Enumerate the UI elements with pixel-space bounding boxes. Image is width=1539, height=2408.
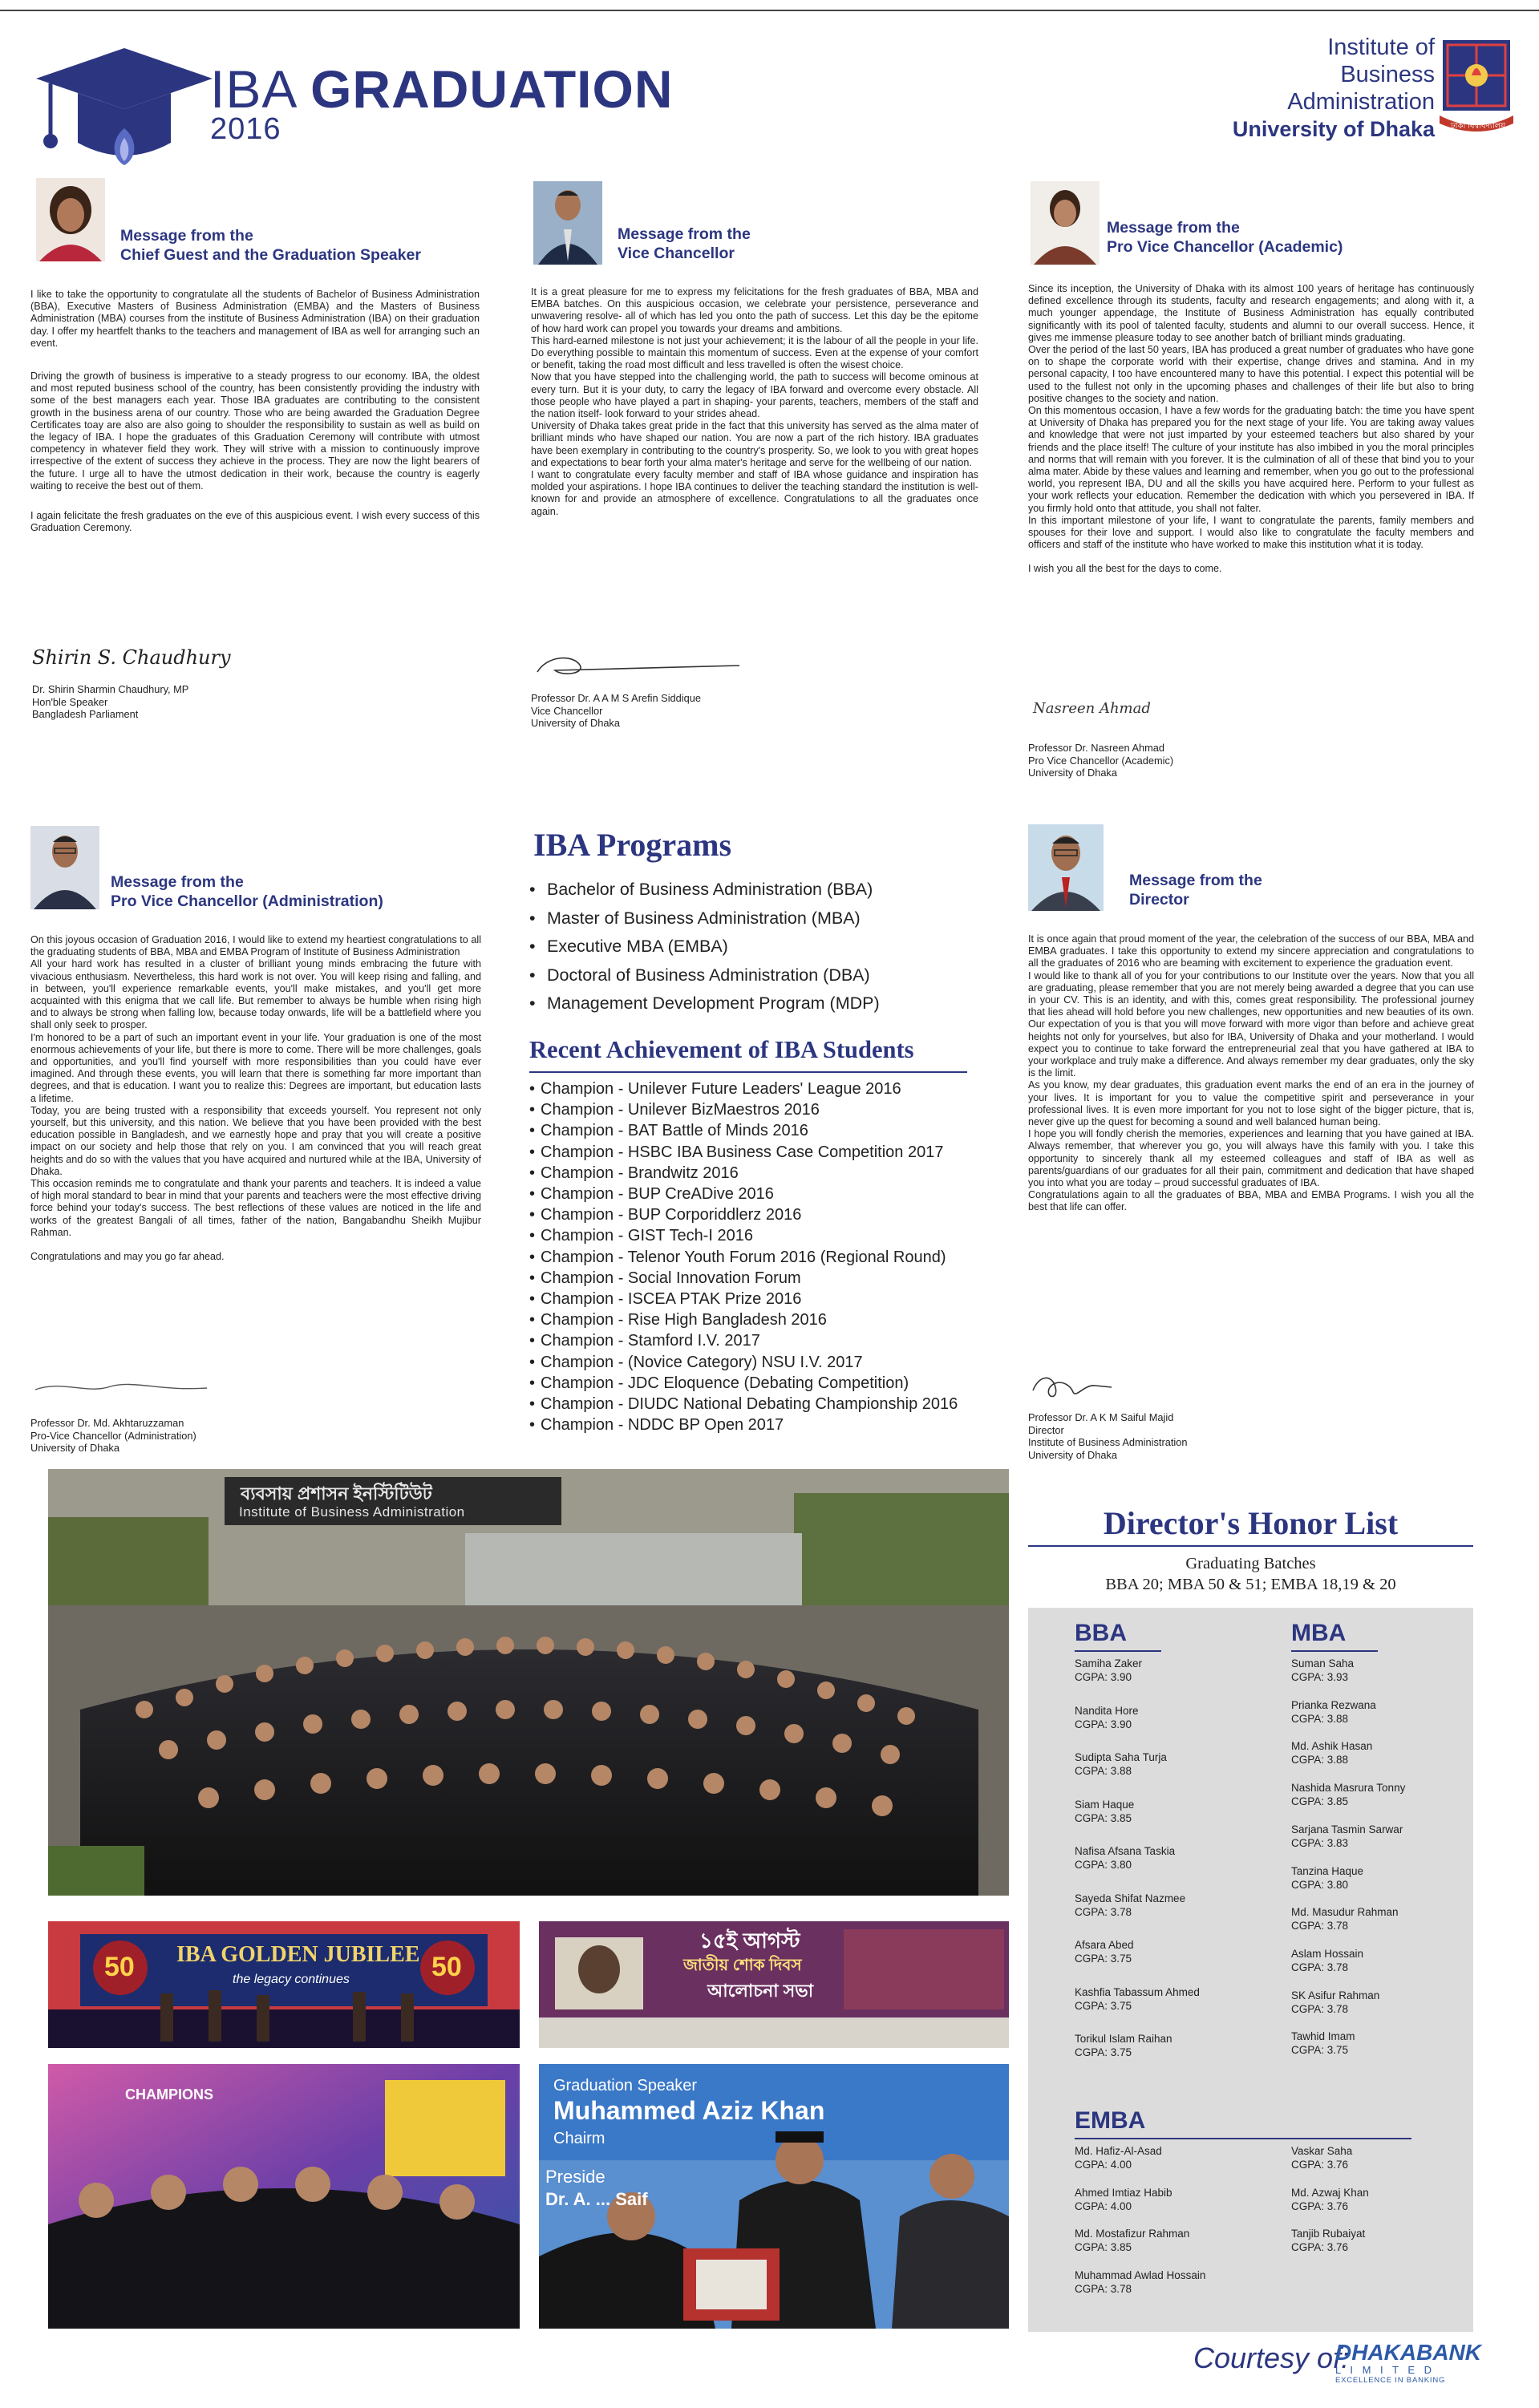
honor-list-heading: Director's Honor List — [1103, 1505, 1399, 1541]
honor-entry-name: Samiha Zaker — [1075, 1657, 1143, 1669]
honor-entry — [1291, 1657, 1354, 1684]
programs-heading: IBA Programs — [533, 827, 732, 863]
message-title-chief-guest: Message from the Chief Guest and the Graduation Speaker — [120, 227, 421, 264]
mourning-subheading-2: আলোচনা সভা — [707, 1981, 814, 2001]
honor-entry-name: Md. Mostafizur Rahman — [1075, 2228, 1190, 2240]
vice-chancellor-photo — [533, 181, 602, 265]
honor-entry-name: Prianka Rezwana — [1291, 1698, 1376, 1711]
list-item: • Champion - Social Innovation Forum — [529, 1268, 958, 1289]
honor-entry-name: Torikul Islam Raihan — [1075, 2033, 1172, 2045]
honor-entry — [1075, 2032, 1172, 2059]
honor-entry — [1075, 1798, 1134, 1825]
dhaka-bank-logo: DHAKABANK L I M I T E D EXCELLENCE IN BANKING — [1335, 2340, 1481, 2385]
list-item: • Management Development Program (MDP) — [529, 990, 880, 1018]
honor-entry-name: SK Asifur Rahman — [1291, 1989, 1380, 2001]
list-item: • Doctoral of Business Administration (DBA) — [529, 961, 880, 990]
honor-entry — [1291, 1947, 1363, 1974]
chief-guest-photo — [36, 178, 105, 261]
honor-entry — [1291, 1781, 1405, 1808]
emba-section-rule — [1075, 2138, 1411, 2139]
honor-entry-cgpa: CGPA: 3.78 — [1291, 1961, 1349, 1973]
honor-entry-cgpa: CGPA: 4.00 — [1075, 2159, 1132, 2171]
honor-entry-cgpa: CGPA: 3.75 — [1291, 2044, 1349, 2057]
honor-entry-cgpa: CGPA: 3.75 — [1075, 1999, 1132, 2012]
honor-entry — [1291, 1989, 1379, 2016]
programs-list — [529, 876, 880, 1018]
message-body-pro-vc-admin: On this joyous occasion of Graduation 2016, I would like to extend my heartiest congratulations to all the graduating students of BBA, MBA and EMBA Program of Institute of Business Administration All your hard work has resulted in a cluster of brilliant young minds embracing the future with vivacious enthusiasm. Nevertheless, this hard work is not over. You will keep rising and falling, and in between, you'll experience remarkable events, you'll make mistakes, and you'll get more acquainted with this enigma that we call life. But remember to always be humble when rising high and to always be strong when falling low, because today onwards, life will be a battlefield where you shall only seek to prosper. I'm honored to be a part of such an important event in your life. Your graduation is one of the most enormous achievements of your life, but there is more to come. There will be more challenges, goals and opportunities, and you'll find yourself with more responsibilities than you could have ever imagined. And through these events, you will learn that there is something far more important than degrees, and that is education. I want you to realize this: Degrees are important, but education lasts a lifetime. Today, you are being trusted with a responsibility that exceeds yourself. You represent not only yourself, but this university, and this nation. We believe that you have been provided with the best education possible in Bangladesh, and we earnestly hope and pray that you will create a positive impact on our society and help those that rely on you. I am convinced that you will reach great heights and do so with the values that you have acquired and nurtured while at the IBA, University of Dhaka. This occasion reminds me to congratulate and thank your parents and teachers. It is indeed a value of high moral standard to bear in mind that your parents and teachers were the most effective driving force behind your today's success. The best reflections of these values are noticed in the life and works of the greatest Bangali of all times, father of the nation, Bangabandhu Sheikh Mujibur Rahman. Congratulations and may you go far ahead. — [30, 934, 481, 1263]
honor-entry-cgpa: CGPA: 3.76 — [1291, 2241, 1349, 2254]
champions-label: CHAMPIONS — [125, 2086, 214, 2102]
list-item: • Champion - (Novice Category) NSU I.V. 2017 — [529, 1352, 958, 1373]
bba-section-rule — [1075, 1650, 1161, 1652]
mourning-day-photo — [539, 1921, 1009, 2048]
honor-entry-cgpa: CGPA: 3.88 — [1291, 1712, 1349, 1725]
honor-entry-cgpa: CGPA: 3.88 — [1075, 1765, 1132, 1777]
director-photo — [1028, 824, 1104, 911]
message-title-vice-chancellor: Message from the Vice Chancellor — [618, 225, 751, 262]
speaker-label: Graduation Speaker — [553, 2077, 698, 2094]
list-item: • Champion - Rise High Bangladesh 2016 — [529, 1309, 958, 1330]
honor-entry — [1291, 1905, 1399, 1932]
message-title-pro-vc-academic: Message from the Pro Vice Chancellor (Academic) — [1107, 219, 1343, 256]
achievements-list — [529, 1079, 958, 1435]
honor-entry-name: Tanjib Rubaiyat — [1291, 2228, 1366, 2240]
mba-section-rule — [1291, 1650, 1378, 1652]
director-signatory: Professor Dr. A K M Saiful Majid Director Institute of Business Administration University of Dhaka — [1028, 1411, 1188, 1461]
honor-entry-name: Tawhid Imam — [1291, 2030, 1355, 2043]
message-body-director: It is once again that proud moment of the year, the celebration of the success of our BBA, MBA and EMBA graduates. I take this opportunity to extend my sincere appreciation and congratulations to all the graduates of 2016 who are beaming with excitement to experience the graduation event. I would like to thank all of you for your contributions to our Institute over the years. Now that you all are graduating, please remember that you are not merely being awarded a degree that you can use in your CV. This is an identity, and with this, comes great responsibility. The professional journey that lies ahead will hold before you new challenges, new opportunities and new beauties of its own. Our expectation of you is that you will move forward with more vigor than before and achieve great heights not only for yourselves, but also for IBA, University of Dhaka and your motherland. I would expect you to continue to take forward the entrepreneurial zeal that you have gathered at IBA to your workplace and truly make a difference. And always remember my dear graduates, only the sky is the limit. As you know, my dear graduates, this graduation event marks the end of an era in the journey of your lives. It is important for you to value the competitive spirit and perseverance in your professional lives. It is even more important for you not to lose sight of the bigger picture, that is, never give up the quest for becoming a sound and well balanced human being. I hope you will fondly cherish the memories, experiences and learning that you have gained at IBA. Always remember, that wherever you go, you will always have this family with you. I take this opportunity to sincerely thank all my esteemed colleagues and staff of IBA as well as parents/guardians of our graduates for all their pain, commitment and dedication that have shaped you into what you are today – proud successful graduates of IBA. Congratulations again to all the graduates of BBA, MBA and EMBA Programs. I wish you all the best that life can offer. — [1028, 933, 1474, 1213]
honor-entry-cgpa: CGPA: 3.75 — [1075, 2046, 1132, 2058]
message-title-director: Message from the Director — [1129, 872, 1262, 909]
list-item: • Champion - Brandwitz 2016 — [529, 1163, 958, 1184]
list-item: • Champion - BAT Battle of Minds 2016 — [529, 1120, 958, 1141]
honor-entry-cgpa: CGPA: 3.85 — [1291, 1795, 1349, 1808]
honor-entry — [1291, 2030, 1355, 2057]
honor-entry-cgpa: CGPA: 3.78 — [1075, 2283, 1132, 2296]
honor-list-rule — [1028, 1545, 1473, 1547]
honor-entry-cgpa: CGPA: 3.78 — [1291, 2002, 1349, 2015]
message-body-chief-guest: I like to take the opportunity to congratulate all the students of Bachelor of Business Administration (BBA), Executive Masters of Business Administration (EMBA) and the Masters of Business Administration (MBA) courses from the institute of Business Administration (IBA) on their graduation day. I offer my heartfelt thanks to the teachers and management of IBA as well for arranging such an event. Driving the growth of business is imperative to a steady progress to our economy. IBA, the oldest and most reputed business school of the country, has been consistently providing the industry with some of the best managers each year. Those IBA graduates are contributing to the consistent growth in the business arena of our country. Those who are being awarded the Graduation Degree Certificates toay are also are also going to shoulder the responsibility to sustain as well as build on the legacy of IBA. I hope the graduates of this Graduation Ceremony will contribute with utmost competency in whatever field they work. They will strive with a mission to continuously improve irrespective of the extent of success they achieve in the process. They are now the light bearers of the future. I urge all to have the utmost dedication in their work, because the country is eagerly waiting to receive the best out of them. I again felicitate the fresh graduates on the eve of this auspicious event. I wish every success of this Graduation Ceremony. — [30, 289, 480, 534]
honor-entry-name: Nashida Masrura Tonny — [1291, 1782, 1406, 1795]
achievements-heading: Recent Achievement of IBA Students — [529, 1036, 914, 1063]
honor-entry-cgpa: CGPA: 3.80 — [1075, 1859, 1132, 1871]
honor-entry — [1075, 2186, 1172, 2213]
jubilee-number-right: 50 — [431, 1952, 462, 1982]
list-item: • Champion - BUP Corporiddlerz 2016 — [529, 1204, 958, 1225]
honor-entry-cgpa: CGPA: 3.90 — [1075, 1718, 1132, 1730]
honor-entry-cgpa: CGPA: 3.90 — [1075, 1671, 1132, 1683]
honor-list-batches: Graduating Batches BBA 20; MBA 50 & 51; EMBA 18,19 & 20 — [1105, 1555, 1396, 1593]
honor-entry — [1075, 2144, 1162, 2171]
champions-photo — [48, 2064, 520, 2329]
honor-entry — [1075, 1844, 1175, 1872]
honor-entry — [1291, 1739, 1372, 1767]
list-item: • Champion - NDDC BP Open 2017 — [529, 1414, 958, 1435]
honor-entry — [1291, 1823, 1403, 1850]
honor-entry-name: Md. Hafiz-Al-Asad — [1075, 2145, 1162, 2157]
message-title-pro-vc-admin: Message from the Pro Vice Chancellor (Administration) — [111, 873, 383, 910]
honor-entry-name: Sayeda Shifat Nazmee — [1075, 1892, 1186, 1904]
honor-entry — [1075, 2227, 1189, 2254]
chief-guest-signature: Shirin S. Chaudhury — [32, 646, 231, 669]
honor-entry — [1075, 1704, 1139, 1731]
list-item: • Bachelor of Business Administration (BBA) — [529, 876, 880, 905]
honor-entry-name: Md. Azwaj Khan — [1291, 2186, 1369, 2199]
honor-entry-name: Md. Ashik Hasan — [1291, 1740, 1373, 1753]
honor-entry-cgpa: CGPA: 3.80 — [1291, 1878, 1349, 1891]
honor-entry — [1075, 1750, 1167, 1778]
honor-entry-name: Tanzina Haque — [1291, 1864, 1364, 1877]
university-crest-icon — [1440, 37, 1513, 133]
honor-entry — [1075, 1657, 1142, 1684]
honor-entry — [1075, 2268, 1205, 2296]
honor-entry-name: Aslam Hossain — [1291, 1947, 1364, 1960]
bba-section-heading: BBA — [1075, 1620, 1127, 1646]
honor-entry-cgpa: CGPA: 3.83 — [1291, 1836, 1349, 1849]
pro-vc-admin-signature — [30, 1375, 215, 1399]
mourning-heading: ১৫ই আগস্ট — [699, 1928, 800, 1953]
list-item: • Champion - Telenor Youth Forum 2016 (Regional Round) — [529, 1247, 958, 1268]
jubilee-number-left: 50 — [104, 1952, 135, 1982]
honor-entry-cgpa: CGPA: 3.75 — [1075, 1953, 1132, 1965]
honor-entry-name: Afsara Abed — [1075, 1939, 1134, 1951]
message-body-vice-chancellor: It is a great pleasure for me to express my felicitations for the fresh graduates of BBA, MBA and EMBA batches. On this auspicious occasion, we celebrate your persistence, perseverance and unwavering resolve- all of which has led you onto the path of success. Let this day be the epitome of how hard work can propel you towards your dreams and ambitions. This hard-earned milestone is not just your achievement; it is the labour of all the people in your life. Do everything possible to maintain this momentum of success. Even at the expense of your comfort or benefit, taking the road most difficult and less travelled is often the wisest choice. Now that you have stepped into the challenging world, the path to success will become ominous at every turn. But it is your duty, to carry the legacy of IBA forward and overcome every obstacle. All those people who have played a part in shaping- your parents, teachers, members of the staff and the nation itself- look forward to your strides ahead. University of Dhaka takes great pride in the fact that this university has served as the alma mater of brilliant minds who have shaped our nation. You are now a part of the rich history. IBA graduates have been exemplary in contributing to the country's prosperity. So, we look to you with great hopes and expectations to bear forth your alma mater's heritage and serve for the wellbeing of our nation. I want to congratulate every faculty member and staff of IBA whose guidance and inspiration has molded your aspirations. I hope IBA continues to deliver the teaching standard the institution is well-known for and provide an atmosphere of excellence. Congratulations to all the graduates once again. — [531, 286, 978, 517]
pro-vc-academic-signature: Nasreen Ahmad — [1033, 700, 1151, 717]
honor-entry-name: Suman Saha — [1291, 1657, 1355, 1669]
golden-jubilee-photo — [48, 1921, 520, 2048]
vice-chancellor-signature — [531, 650, 747, 682]
honor-entry-name: Md. Masudur Rahman — [1291, 1906, 1399, 1919]
honor-entry-cgpa: CGPA: 4.00 — [1075, 2200, 1132, 2212]
honor-entry-cgpa: CGPA: 3.85 — [1075, 1811, 1132, 1824]
list-item: • Champion - HSBC IBA Business Case Competition 2017 — [529, 1142, 958, 1163]
honor-entry-name: Ahmed Imtiaz Habib — [1075, 2186, 1172, 2199]
honor-entry-name: Nafisa Afsana Taskia — [1075, 1845, 1176, 1857]
honor-entry-cgpa: CGPA: 3.76 — [1291, 2159, 1349, 2171]
pro-vc-admin-photo — [30, 826, 99, 909]
honor-entry — [1075, 1892, 1185, 1919]
crest-caption: ঢাকা বিশ্ববিদ্যালয় — [1450, 122, 1506, 131]
group-photo — [48, 1469, 1009, 1896]
president-name: Dr. A. ... Saif — [545, 2189, 648, 2209]
speaker-name: Muhammed Aziz Khan — [553, 2096, 825, 2125]
mba-section-heading: MBA — [1291, 1620, 1347, 1646]
honor-entry-cgpa: CGPA: 3.85 — [1075, 2241, 1132, 2254]
list-item: • Champion - Unilever Future Leaders' League 2016 — [529, 1079, 958, 1099]
honor-entry-cgpa: CGPA: 3.93 — [1291, 1671, 1349, 1683]
list-item: • Executive MBA (EMBA) — [529, 933, 880, 961]
honor-entry — [1291, 2227, 1365, 2254]
honor-entry-name: Sarjana Tasmin Sarwar — [1291, 1823, 1403, 1835]
honor-entry-name: Nandita Hore — [1075, 1704, 1139, 1717]
president-label: Preside — [545, 2167, 605, 2187]
graduation-speaker-photo — [539, 2064, 1009, 2329]
director-signature — [1028, 1371, 1116, 1403]
graduation-cap-icon — [36, 48, 213, 176]
event-year: 2016 — [210, 112, 281, 146]
honor-entry-cgpa: CGPA: 3.78 — [1075, 1905, 1132, 1918]
event-title: IBA GRADUATION — [210, 59, 674, 119]
pro-vc-academic-photo — [1031, 181, 1100, 265]
honor-entry — [1075, 1938, 1134, 1965]
list-item: • Champion - BUP CreADive 2016 — [529, 1184, 958, 1204]
honor-entry — [1075, 1985, 1200, 2013]
honor-entry-name: Kashfia Tabassum Ahmed — [1075, 1985, 1200, 1998]
jubilee-subtitle: the legacy continues — [233, 1973, 350, 1986]
achievements-rule — [529, 1071, 967, 1073]
list-item: • Master of Business Administration (MBA) — [529, 905, 880, 933]
institute-name: Institute of Business Administration University of Dhaka — [1232, 34, 1435, 141]
honor-entry-cgpa: CGPA: 3.78 — [1291, 1920, 1349, 1932]
chief-guest-signatory: Dr. Shirin Sharmin Chaudhury, MP Hon'ble Speaker Bangladesh Parliament — [32, 683, 189, 720]
vice-chancellor-signatory: Professor Dr. A A M S Arefin Siddique Vice Chancellor University of Dhaka — [531, 692, 701, 729]
pro-vc-admin-signatory: Professor Dr. Md. Akhtaruzzaman Pro-Vice Chancellor (Administration) University of Dhaka — [30, 1417, 196, 1454]
honor-entry-name: Sudipta Saha Turja — [1075, 1751, 1167, 1763]
list-item: • Champion - ISCEA PTAK Prize 2016 — [529, 1289, 958, 1309]
top-rule — [0, 10, 1539, 11]
mourning-subheading: জাতীয় শোক দিবস — [683, 1957, 802, 1974]
honor-entry — [1291, 2186, 1369, 2213]
emba-section-heading: EMBA — [1075, 2107, 1146, 2134]
honor-entry — [1291, 1698, 1376, 1726]
honor-entry-name: Muhammad Awlad Hossain — [1075, 2269, 1206, 2282]
speaker-role: Chairm — [553, 2130, 605, 2147]
honor-entry-name: Vaskar Saha — [1291, 2145, 1353, 2157]
honor-entry — [1291, 2144, 1352, 2171]
list-item: • Champion - DIUDC National Debating Championship 2016 — [529, 1394, 958, 1414]
building-sign-bangla: ব্যবসায় প্রশাসন ইনস্টিটিউট — [241, 1483, 432, 1503]
list-item: • Champion - GIST Tech-I 2016 — [529, 1225, 958, 1246]
honor-entry-cgpa: CGPA: 3.88 — [1291, 1754, 1349, 1767]
pro-vc-academic-signatory: Professor Dr. Nasreen Ahmad Pro Vice Chancellor (Academic) University of Dhaka — [1028, 742, 1174, 779]
courtesy-label: Courtesy of: — [1193, 2341, 1350, 2374]
message-body-pro-vc-academic: Since its inception, the University of Dhaka with its almost 100 years of heritage has continuously defined excellence through its students, faculty and research engagements; and along with it, a much younger appendage, the Institute of Business Administration has equally contributed significantly with its pool of talented faculty, students and alumni to our overall success. Hence, it gives me immense pleasure today to see another batch of brilliant minds graduating. Over the period of the last 50 years, IBA has produced a great number of graduates who have gone on to shape the corporate world with their expertise, change drives and stamina. And in my personal capacity, I too have encountered many to have this potential. I expect this potential will be used to the fullest not only in the upcoming phases and challenges of their life but also to bring positive changes to the society and nation. On this momentous occasion, I have a few words for the graduating batch: the time you have spent at University of Dhaka has prepared you for the next stage of your life. You are taking away values and knowledge that were not just imparted by your esteemed teachers but also shared by your friends and the place itself! The culture of your institute has also imbibed in you the moral principles and norms that will remain with you forever. It is the culmination of all of these that bind you to your alma mater. Abide by these values and learning and remember, when you go out to the professional world, you represent IBA, DU and all the skills you have acquired here. Perform to your fullest as your work reflects your education. Remember the dedication with which you persevered in IBA. If you firmly hold onto that attitude, you shall not falter. In this important milestone of your life, I want to congratulate the parents, family members and spouses for their love and support. I would also like to congratulate the faculty members and officers and staff of the institute who have worked to make this institution what it is today. I wish you all the best for the days to come. — [1028, 283, 1474, 575]
honor-entry — [1291, 1864, 1363, 1892]
honor-entry-cgpa: CGPA: 3.76 — [1291, 2200, 1349, 2212]
list-item: • Champion - Unilever BizMaestros 2016 — [529, 1099, 958, 1120]
building-sign-english: Institute of Business Administration — [239, 1504, 465, 1520]
honor-entry-name: Siam Haque — [1075, 1798, 1135, 1811]
list-item: • Champion - JDC Eloquence (Debating Competition) — [529, 1373, 958, 1394]
jubilee-title: IBA GOLDEN JUBILEE — [176, 1942, 420, 1967]
list-item: • Champion - Stamford I.V. 2017 — [529, 1330, 958, 1351]
